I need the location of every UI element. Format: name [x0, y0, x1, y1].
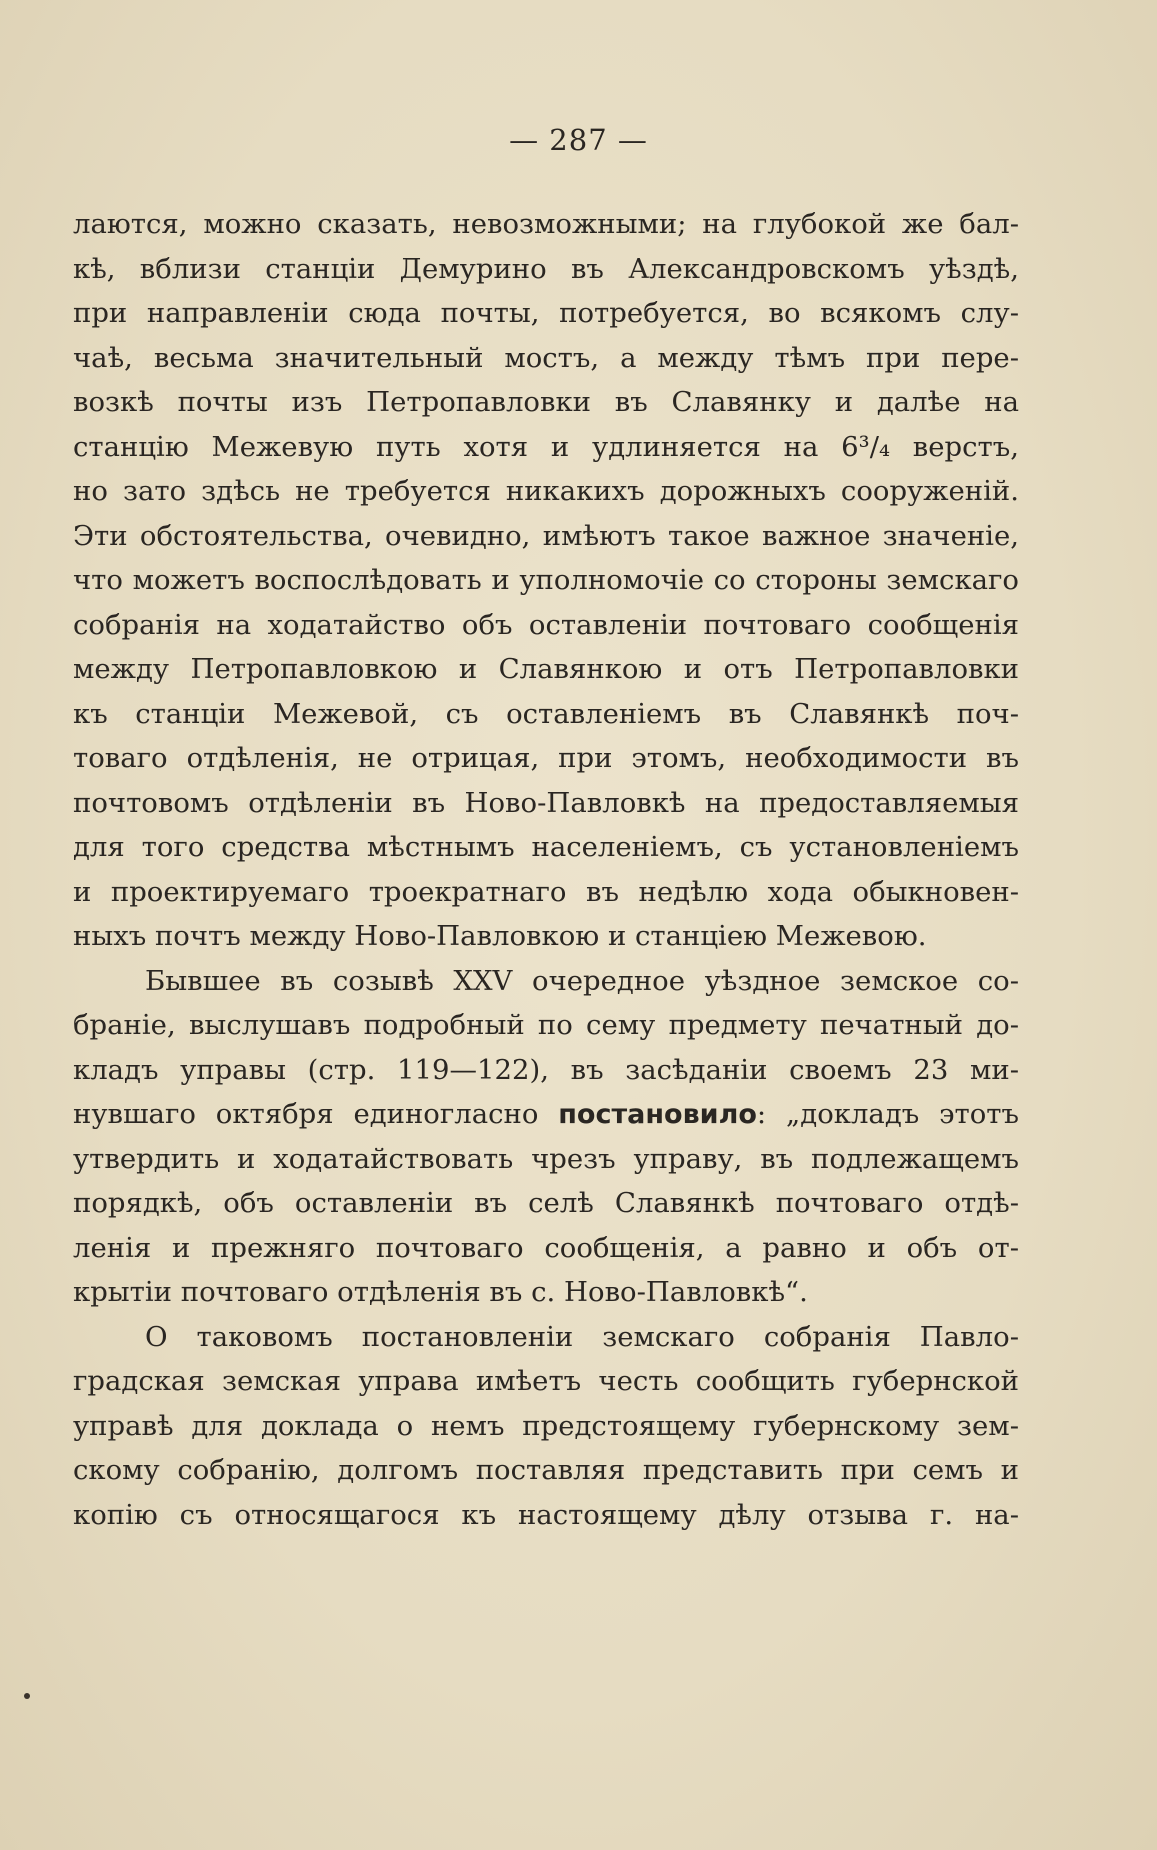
- text-line: утвердить и ходатайствовать чрезъ управу, въ подлежащемъ: [73, 1142, 1019, 1175]
- text-line: при направленіи сюда почты, потребуется, во всякомъ слу-: [73, 297, 1019, 329]
- text-line: собранія на ходатайство объ оставленіи почтоваго сообщенія: [73, 608, 1019, 641]
- text-line: ныхъ почтъ между Ново-Павловкою и станціею Межевою.: [73, 920, 927, 952]
- paragraph-1: [73, 202, 1019, 959]
- text-line: Бывшее въ созывѣ XXV очередное уѣздное земское со-: [145, 964, 1019, 997]
- text-line: для того средства мѣстнымъ населеніемъ, съ установленіемъ: [73, 831, 1019, 863]
- text-line: кѣ, вблизи станціи Демурино въ Александровскомъ уѣздѣ,: [73, 252, 1019, 285]
- text-line: почтовомъ отдѣленіи въ Ново-Павловкѣ на предоставляемыя: [73, 786, 1019, 819]
- text-line: къ станціи Межевой, съ оставленіемъ въ Славянкѣ поч-: [73, 697, 1019, 730]
- text-line: скому собранію, долгомъ поставляя представить при семъ и: [73, 1454, 1019, 1486]
- text-line: О таковомъ постановленіи земскаго собранія Павло-: [145, 1320, 1019, 1353]
- text-line: чаѣ, весьма значительный мостъ, а между тѣмъ при пере-: [73, 341, 1019, 374]
- text-line: и проектируемаго троекратнаго въ недѣлю хода обыкновен-: [73, 875, 1019, 908]
- page-number: — 287 —: [509, 123, 648, 157]
- text-segment: нувшаго октября единогласно: [73, 1098, 539, 1130]
- text-line: лаются, можно сказать, невозможными; на глубокой же бал-: [73, 208, 1019, 240]
- text-line: что можетъ воспослѣдовать и уполномочіе со стороны земскаго: [73, 564, 1019, 596]
- body-text: [73, 202, 1019, 1537]
- text-line: Эти обстоятельства, очевидно, имѣютъ такое важное значеніе,: [73, 519, 1019, 552]
- text-line: крытіи почтоваго отдѣленія въ с. Ново-Павловкѣ“.: [73, 1276, 808, 1308]
- text-line: градская земская управа имѣетъ честь сообщить губернской: [73, 1365, 1019, 1397]
- text-line: копію съ относящагося къ настоящему дѣлу отзыва г. на-: [73, 1498, 1019, 1531]
- paragraph-3: [73, 1315, 1019, 1538]
- text-segment: : „докладъ этотъ: [756, 1098, 1019, 1130]
- text-line: между Петропавловкою и Славянкою и отъ Петропавловки: [73, 653, 1019, 685]
- text-line: ленія и прежняго почтоваго сообщенія, а равно и объ от-: [73, 1231, 1019, 1264]
- paragraph-2: [73, 959, 1019, 1315]
- text-line: кладъ управы (стр. 119—122), въ засѣданіи своемъ 23 ми-: [73, 1053, 1019, 1086]
- text-line: станцію Межевую путь хотя и удлиняется на 6³/₄ верстъ,: [73, 430, 1019, 463]
- text-line: товаго отдѣленія, не отрицая, при этомъ, необходимости въ: [73, 742, 1019, 774]
- text-line-with-emphasis: [73, 1092, 1019, 1137]
- text-line: управѣ для доклада о немъ предстоящему губернскому зем-: [73, 1409, 1019, 1442]
- text-line: браніе, выслушавъ подробный по сему предмету печатный до-: [73, 1009, 1019, 1041]
- text-line: но зато здѣсь не требуется никакихъ дорожныхъ сооруженій.: [73, 475, 1019, 507]
- text-line: порядкѣ, объ оставленіи въ селѣ Славянкѣ почтоваго отдѣ-: [73, 1187, 1019, 1219]
- emphasized-word: постановило: [558, 1099, 757, 1130]
- text-line: возкѣ почты изъ Петропавловки въ Славянку и далѣе на: [73, 386, 1019, 418]
- ink-speck: [24, 1693, 30, 1699]
